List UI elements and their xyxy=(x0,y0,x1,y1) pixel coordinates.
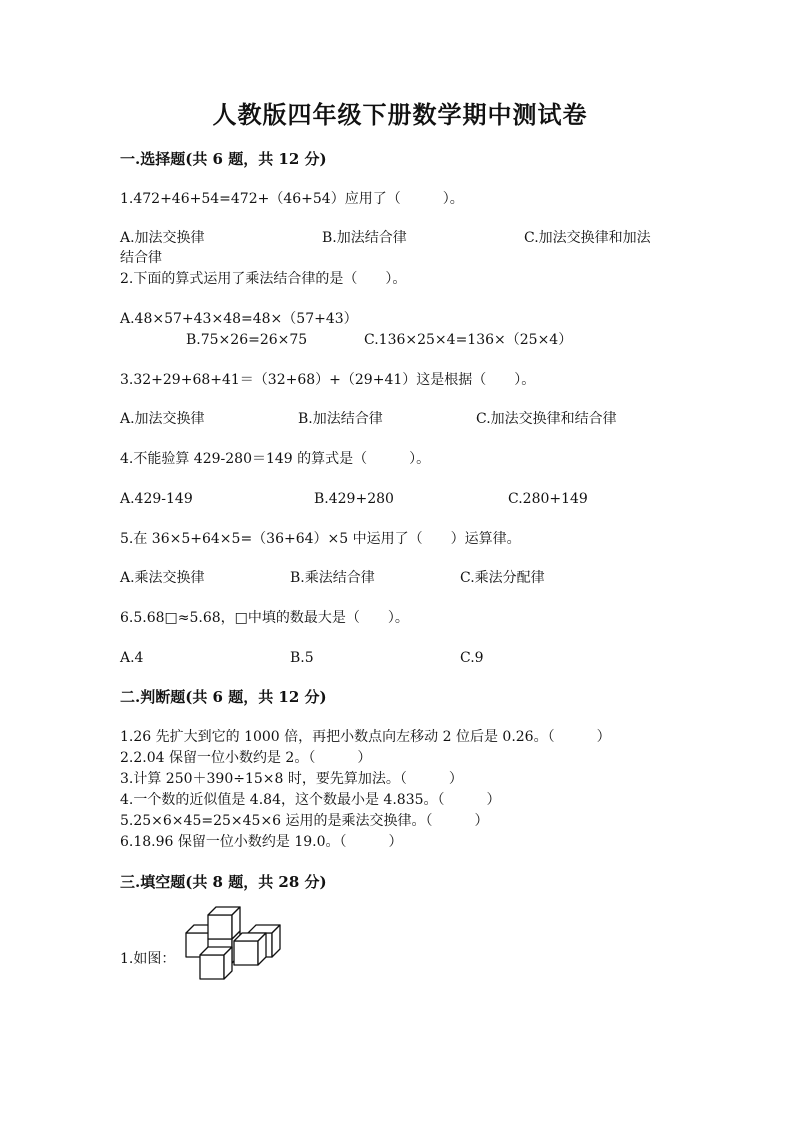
option-1-6-b: B.5 xyxy=(290,650,314,666)
option-1-6-a: A.4 xyxy=(120,650,144,666)
option-1-1-c-cont: 结合律 xyxy=(120,250,162,266)
section-1-heading: 一.选择题(共 6 题，共 12 分) xyxy=(120,150,327,168)
option-1-6-c: C.9 xyxy=(460,650,484,666)
judge-item-3: 3.计算 250＋390÷15×8 时，要先算加法。（ ） xyxy=(120,771,463,787)
option-1-2-c: C.136×25×4=136×（25×4） xyxy=(364,332,573,348)
cube-stack-figure xyxy=(176,905,288,987)
question-1-1: 1.472+46+54=472+（46+54）应用了（ ）。 xyxy=(120,191,464,207)
fill-question-1-label: 1.如图： xyxy=(120,951,176,967)
option-1-3-b: B.加法结合律 xyxy=(298,411,383,427)
option-1-1-a: A.加法交换律 xyxy=(120,230,205,246)
option-1-4-c: C.280+149 xyxy=(508,491,588,507)
section-2-heading: 二.判断题(共 6 题，共 12 分) xyxy=(120,688,327,706)
judge-item-6: 6.18.96 保留一位小数约是 19.0。（ ） xyxy=(120,834,403,850)
option-1-4-b: B.429+280 xyxy=(314,491,394,507)
page-title: 人教版四年级下册数学期中测试卷 xyxy=(212,100,588,129)
option-1-1-b: B.加法结合律 xyxy=(322,230,407,246)
judge-item-1: 1.26 先扩大到它的 1000 倍，再把小数点向左移动 2 位后是 0.26。（ ） xyxy=(120,729,611,745)
option-1-3-a: A.加法交换律 xyxy=(120,411,205,427)
option-1-5-a: A.乘法交换律 xyxy=(120,570,205,586)
option-1-5-b: B.乘法结合律 xyxy=(290,570,375,586)
judge-item-4: 4.一个数的近似值是 4.84，这个数最小是 4.835。（ ） xyxy=(120,792,501,808)
option-1-2-a: A.48×57+43×48=48×（57+43） xyxy=(120,311,358,327)
judge-item-2: 2.2.04 保留一位小数约是 2。（ ） xyxy=(120,750,372,766)
section-3-heading: 三.填空题(共 8 题，共 28 分) xyxy=(120,873,327,891)
question-1-5: 5.在 36×5+64×5=（36+64）×5 中运用了（ ）运算律。 xyxy=(120,531,521,547)
option-1-5-c: C.乘法分配律 xyxy=(460,570,545,586)
question-1-6: 6.5.68□≈5.68，□中填的数最大是（ ）。 xyxy=(120,610,409,626)
question-1-4: 4.不能验算 429-280＝149 的算式是（ ）。 xyxy=(120,451,431,467)
judge-item-5: 5.25×6×45=25×45×6 运用的是乘法交换律。（ ） xyxy=(120,813,489,829)
option-1-3-c: C.加法交换律和结合律 xyxy=(476,411,617,427)
question-1-3: 3.32+29+68+41＝（32+68）+（29+41）这是根据（ ）。 xyxy=(120,372,536,388)
option-1-4-a: A.429-149 xyxy=(120,491,193,507)
question-1-2: 2.下面的算式运用了乘法结合律的是（ ）。 xyxy=(120,271,407,287)
option-1-2-b: B.75×26=26×75 xyxy=(186,332,308,348)
option-1-1-c: C.加法交换律和加法 xyxy=(524,230,651,246)
